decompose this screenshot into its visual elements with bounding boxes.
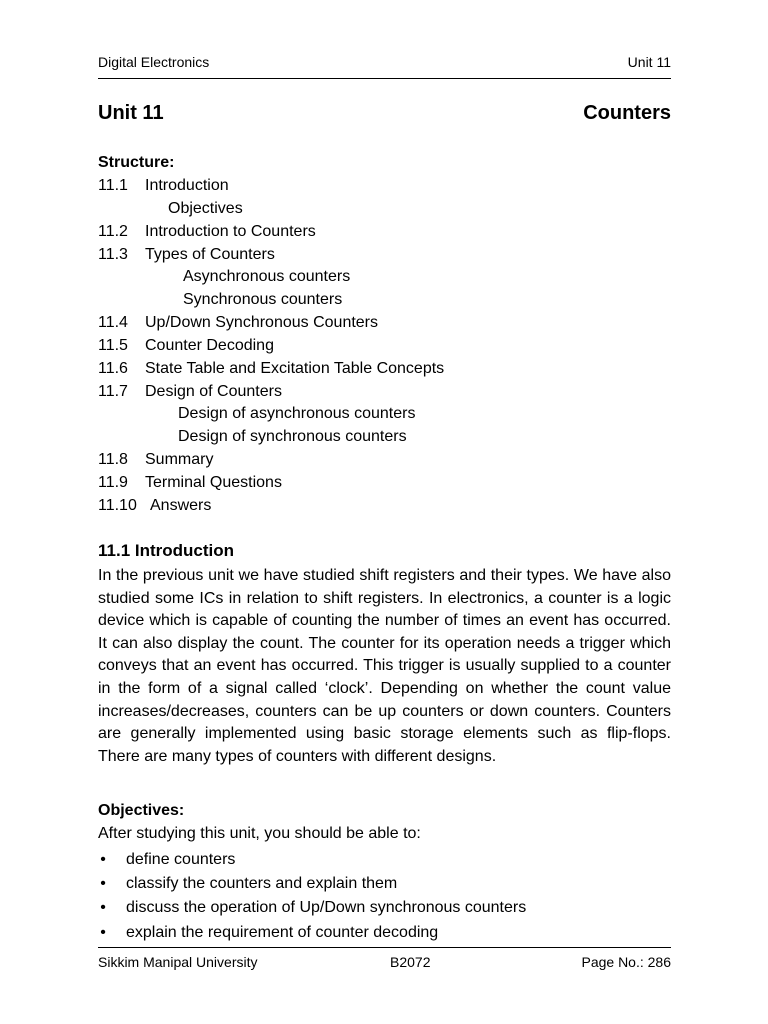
table-of-contents — [98, 175, 671, 518]
header-unit-label: Unit 11 — [627, 54, 671, 70]
structure-heading: Structure: — [98, 154, 175, 171]
toc-subitem — [98, 426, 671, 449]
bullet-icon: • — [100, 923, 106, 941]
toc-item — [98, 472, 671, 495]
toc-item-text: Summary — [145, 451, 214, 469]
toc-subitem-text: Synchronous counters — [183, 291, 343, 309]
toc-item-number: 11.9 — [98, 473, 128, 491]
toc-item-number: 11.6 — [98, 359, 128, 377]
objectives-list — [98, 848, 526, 945]
toc-item — [98, 221, 671, 244]
toc-item-number: 11.1 — [98, 177, 128, 194]
toc-item — [98, 335, 671, 358]
toc-item-text: Introduction to Counters — [145, 222, 316, 240]
list-item — [98, 872, 526, 896]
toc-item-text: Up/Down Synchronous Counters — [145, 314, 379, 332]
toc-subitem-text: Objectives — [168, 199, 243, 217]
document-page — [98, 0, 671, 1024]
list-item — [98, 848, 526, 872]
toc-subitem — [98, 289, 671, 312]
toc-item-number: 11.3 — [98, 245, 128, 263]
footer-page-number: Page No.: 286 — [581, 954, 671, 970]
list-item — [98, 921, 526, 945]
unit-name: Counters — [583, 102, 671, 124]
toc-item-number: 11.7 — [98, 382, 128, 400]
toc-item-text: Counter Decoding — [145, 336, 274, 354]
footer-course-code: B2072 — [390, 954, 431, 970]
toc-subitem-text: Asynchronous counters — [183, 268, 351, 286]
footer-university: Sikkim Manipal University — [98, 954, 258, 970]
toc-item — [98, 244, 671, 267]
toc-item-text: Types of Counters — [145, 245, 275, 263]
toc-item — [98, 175, 671, 198]
toc-item-text: Design of Counters — [145, 382, 282, 400]
toc-subitem — [98, 198, 671, 221]
toc-item — [98, 449, 671, 472]
toc-item-number: 11.5 — [98, 336, 128, 354]
toc-item-text: Introduction — [145, 177, 229, 194]
header-course-title: Digital Electronics — [98, 54, 210, 70]
toc-item-number: 11.8 — [98, 451, 128, 469]
objective-text: explain the requirement of counter decoding — [126, 923, 439, 941]
toc-item-text: Answers — [150, 496, 212, 514]
toc-subitem-text: Design of synchronous counters — [178, 428, 407, 446]
page-header — [98, 54, 671, 79]
toc-item-text: State Table and Excitation Table Concepts — [145, 359, 445, 377]
toc-item — [98, 495, 671, 518]
toc-subitem — [98, 266, 671, 289]
objective-text: classify the counters and explain them — [126, 875, 398, 893]
bullet-icon: • — [100, 875, 106, 893]
toc-subitem-text: Design of asynchronous counters — [178, 405, 416, 423]
objective-text: discuss the operation of Up/Down synchronous counters — [126, 899, 527, 917]
toc-item-number: 11.2 — [98, 222, 128, 240]
introduction-paragraph: In the previous unit we have studied shift registers and their types. We have also studied some ICs in relation to shift registers. In electronics, a counter is a logic device which is capable of counting the number of times an event has occurred. It can also display the count. The counter for its operation needs a trigger which conveys that an event has occurred. This trigger is usually supplied to a counter in the form of a signal called ‘clock’. Depending on whether the count value increases/decreases, counters can be up counters or down counters. Counters are generally implemented using basic storage elements such as flip-flops. There are many types of counters with different designs. — [98, 567, 671, 765]
bullet-icon: • — [100, 899, 106, 917]
objectives-heading: Objectives: — [98, 802, 185, 819]
objectives-lead-text: After studying this unit, you should be able to: — [98, 825, 421, 842]
toc-item — [98, 381, 671, 404]
bullet-icon: • — [100, 851, 106, 868]
toc-item — [98, 358, 671, 381]
page-footer — [98, 947, 671, 974]
section-heading-introduction: 11.1 Introduction — [98, 541, 235, 560]
list-item — [98, 896, 526, 920]
toc-item-number: 11.10 — [98, 496, 137, 514]
toc-subitem — [98, 403, 671, 426]
objective-text: define counters — [126, 851, 236, 868]
toc-item-number: 11.4 — [98, 314, 128, 332]
toc-item-text: Terminal Questions — [145, 473, 282, 491]
toc-item — [98, 312, 671, 335]
unit-number: Unit 11 — [98, 102, 164, 124]
